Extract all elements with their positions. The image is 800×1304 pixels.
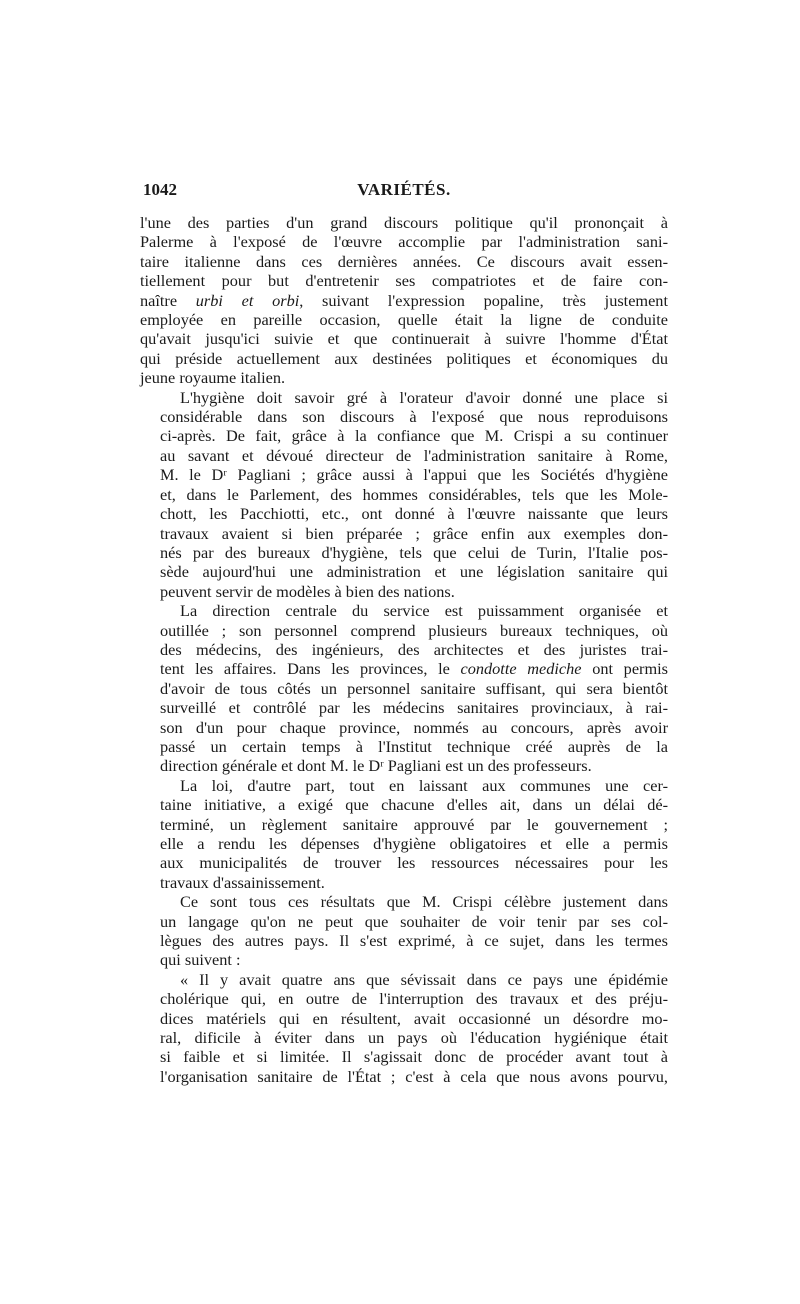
- text-line: tent les affaires. Dans les provinces, le condotte mediche ont permis: [160, 659, 668, 679]
- italic-phrase: condotte mediche: [460, 659, 582, 679]
- text-line: naître urbi et orbi, suivant l'expression popaline, très justement: [140, 290, 668, 310]
- text-line: peuvent servir de modèles à bien des nations.: [160, 581, 455, 601]
- text-line: ci-après. De fait, grâce à la confiance que M. Crispi a su continuer: [160, 426, 668, 446]
- text-line: qui suivent :: [160, 950, 241, 970]
- italic-phrase: urbi et orbi: [195, 290, 300, 310]
- text-line: nés par des bureaux d'hygiène, tels que celui de Turin, l'Italie pos-: [160, 542, 668, 562]
- text-line: taire italienne dans ces dernières années. Ce discours avait essen-: [140, 251, 668, 271]
- paragraph: [140, 892, 668, 970]
- page-header: [140, 180, 668, 204]
- text-line: tiellement pour but d'entretenir ses compatriotes et de faire con-: [140, 271, 668, 291]
- text-line: travaux d'assainissement.: [160, 872, 325, 892]
- text-line: un langage qu'on ne peut que souhaiter de voir tenir par ses col-: [160, 911, 668, 931]
- text-line: qui préside actuellement aux destinées politiques et économiques du: [140, 348, 668, 368]
- text-line: des médecins, des ingénieurs, des architectes et des juristes trai-: [160, 639, 668, 659]
- text-line: si faible et si limitée. Il s'agissait donc de procéder avant tout à: [160, 1047, 668, 1067]
- text-line: La loi, d'autre part, tout en laissant aux communes une cer-: [180, 775, 668, 795]
- page-number: 1042: [143, 180, 177, 199]
- running-head: VARIÉTÉS.: [357, 180, 451, 199]
- text-line: considérable dans son discours à l'exposé que nous reproduisons: [160, 407, 668, 427]
- paragraph: [140, 213, 668, 388]
- text-line: employée en pareille occasion, quelle était la ligne de conduite: [140, 310, 668, 330]
- text-line: d'avoir de tous côtés un personnel sanitaire suffisant, qui sera bientôt: [160, 678, 668, 698]
- text-line: et, dans le Parlement, des hommes considérables, tels que les Mole-: [160, 484, 668, 504]
- text-line: L'hygiène doit savoir gré à l'orateur d'avoir donné une place si: [180, 387, 668, 407]
- text-line: outillée ; son personnel comprend plusieurs bureaux techniques, où: [160, 620, 668, 640]
- text-line: elle a rendu les dépenses d'hygiène obligatoires et elle a permis: [160, 834, 668, 853]
- text-line: jeune royaume italien.: [140, 368, 286, 388]
- text-line: Palerme à l'exposé de l'œuvre accomplie par l'administration sani-: [140, 232, 668, 252]
- text-line: l'organisation sanitaire de l'État ; c'est à cela que nous avons pourvu,: [160, 1066, 668, 1086]
- text-line: dices matériels qui en résultent, avait occasionné un désordre mo-: [160, 1008, 668, 1028]
- text-line: aux municipalités de trouver les ressources nécessaires pour les: [160, 853, 668, 873]
- text-line: travaux avaient si bien préparée ; grâce enfin aux exemples don-: [160, 523, 668, 543]
- text-line: sède aujourd'hui une administration et une législation sanitaire qui: [160, 562, 668, 582]
- paragraph: [140, 601, 668, 776]
- text-line: ral, dificile à éviter dans un pays où l'éducation hygiénique était: [160, 1028, 668, 1048]
- text-line: qu'avait jusqu'ici suivie et que continuerait à suivre l'homme d'État: [140, 329, 668, 349]
- paragraph: [140, 776, 668, 892]
- text-line: cholérique qui, en outre de l'interruption des travaux et des préju-: [160, 989, 668, 1009]
- text-line: passé un certain temps à l'Institut technique créé auprès de la: [160, 736, 668, 756]
- paragraph: [140, 388, 668, 601]
- text-line: Ce sont tous ces résultats que M. Crispi célèbre justement dans: [180, 892, 668, 912]
- text-line: au savant et dévoué directeur de l'administration sanitaire à Rome,: [160, 445, 668, 465]
- text-line: « Il y avait quatre ans que sévissait dans ce pays une épidémie: [180, 969, 668, 989]
- text-line: son d'un pour chaque province, nommés au concours, après avoir: [160, 717, 668, 737]
- text-line: terminé, un règlement sanitaire approuvé par le gouvernement ;: [160, 814, 668, 834]
- text-line: surveillé et contrôlé par les médecins sanitaires provinciaux, à rai-: [160, 698, 668, 718]
- text-line: M. le Dʳ Pagliani ; grâce aussi à l'appui que les Sociétés d'hygiène: [160, 465, 668, 485]
- text-line: l'une des parties d'un grand discours politique qu'il prononçait à: [140, 213, 668, 232]
- text-line: lègues des autres pays. Il s'est exprimé, à ce sujet, dans les termes: [160, 931, 668, 951]
- body-text: [140, 213, 668, 1086]
- text-line: chott, les Pacchiotti, etc., ont donné à l'œuvre naissante que leurs: [160, 504, 668, 524]
- paragraph: [140, 970, 668, 1086]
- text-line: taine initiative, a exigé que chacune d'elles ait, dans un délai dé-: [160, 795, 668, 815]
- text-line: La direction centrale du service est puissamment organisée et: [180, 601, 668, 621]
- text-line: direction générale et dont M. le Dʳ Pagliani est un des professeurs.: [160, 756, 592, 776]
